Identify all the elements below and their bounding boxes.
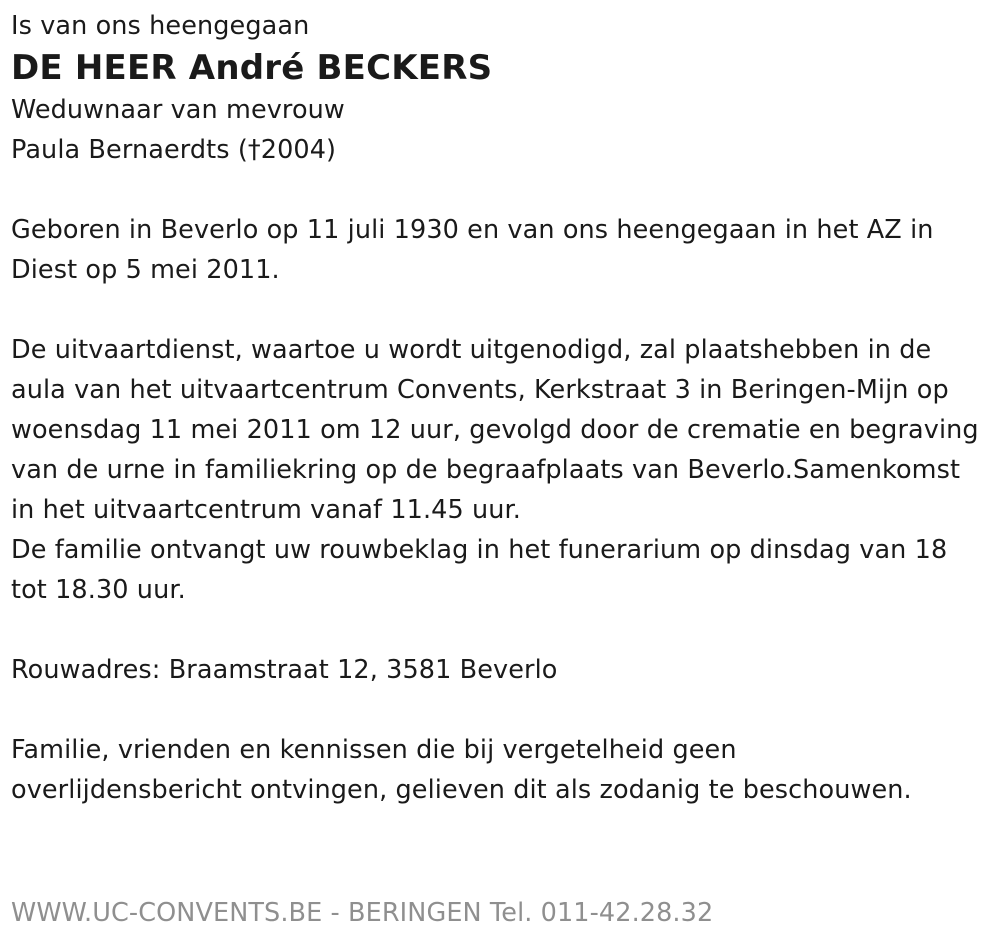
deceased-name: DE HEER André BECKERS: [11, 48, 493, 88]
paragraph-line: in het uitvaartcentrum vanaf 11.45 uur.: [11, 495, 522, 525]
spacer: [11, 290, 996, 330]
paragraph-line: overlijdensbericht ontvingen, gelieven dit als zodanig te beschouwen.: [11, 775, 912, 805]
paragraph-line: Diest op 5 mei 2011.: [11, 255, 280, 285]
funeral-home-footer: WWW.UC-CONVENTS.BE - BERINGEN Tel. 011-42.28.32: [11, 898, 714, 928]
paragraph-line: van de urne in familiekring op de begraafplaats van Beverlo.Samenkomst: [11, 455, 961, 485]
birth-death-paragraph: [11, 210, 996, 290]
paragraph-line: tot 18.30 uur.: [11, 575, 186, 605]
spouse-name: Paula Bernaerdts (†2004): [11, 135, 337, 165]
closing-paragraph: [11, 730, 996, 810]
death-notice: [11, 6, 996, 810]
paragraph-line: Familie, vrienden en kennissen die bij vergetelheid geen: [11, 735, 737, 765]
service-paragraph: [11, 330, 996, 610]
paragraph-line: aula van het uitvaartcentrum Convents, Kerkstraat 3 in Beringen-Mijn op: [11, 375, 949, 405]
paragraph-line: De uitvaartdienst, waartoe u wordt uitgenodigd, zal plaatshebben in de: [11, 335, 932, 365]
paragraph-line: Geboren in Beverlo op 11 juli 1930 en van ons heengegaan in het AZ in: [11, 215, 934, 245]
spacer: [11, 170, 996, 210]
mourning-address: Rouwadres: Braamstraat 12, 3581 Beverlo: [11, 655, 558, 685]
paragraph-line: De familie ontvangt uw rouwbeklag in het funerarium op dinsdag van 18: [11, 535, 948, 565]
paragraph-line: woensdag 11 mei 2011 om 12 uur, gevolgd door de crematie en begraving: [11, 415, 979, 445]
spacer: [11, 610, 996, 650]
intro-text: Is van ons heengegaan: [11, 11, 310, 41]
spacer: [11, 690, 996, 730]
spouse-line: Weduwnaar van mevrouw: [11, 95, 345, 125]
